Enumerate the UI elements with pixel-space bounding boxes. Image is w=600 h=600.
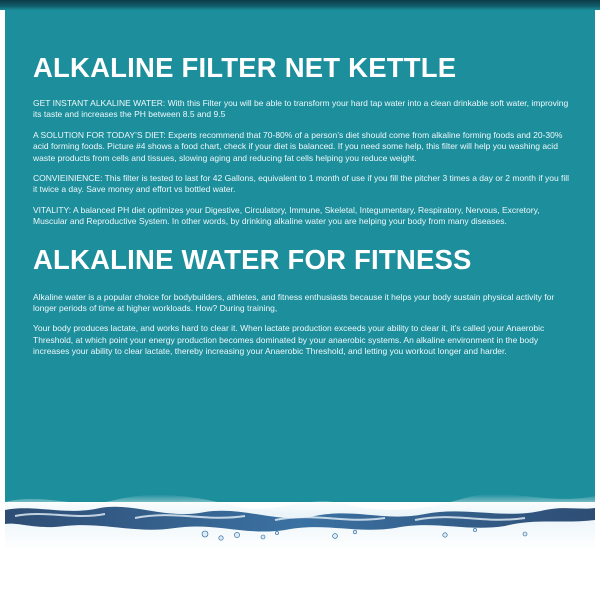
section-filter-kettle	[33, 52, 570, 228]
section-fitness	[33, 244, 570, 358]
top-water-edge	[0, 0, 600, 10]
content-area	[33, 52, 570, 358]
water-splash-image	[5, 480, 595, 550]
paragraph-diet-solution: A SOLUTION FOR TODAY’S DIET: Experts recommend that 70-80% of a person’s diet should come from alkaline forming foods and 20-30% acid forming foods. Picture #4 shows a food chart, check if your diet is balanced. If you need some help, this filter will help you washing acid waste products from cells and tissues, slowing aging and reducing fat cells helping you reduce weight.	[33, 129, 563, 163]
heading-filter-kettle: ALKALINE FILTER NET KETTLE	[33, 52, 457, 83]
paragraph-convenience: CONVIEINIENCE: This filter is tested to last for 42 Gallons, equivalent to 1 month of use if you fill the pitcher 3 times a day or 2 month if you fill it twice a day. Save money and effort vs bottled water.	[33, 173, 570, 195]
paragraph-fitness-intro: Alkaline water is a popular choice for bodybuilders, athletes, and fitness enthusiasts because it helps your body sustain physical activity for longer periods of time at higher workloads. How? During training,	[33, 291, 555, 314]
heading-fitness: ALKALINE WATER FOR FITNESS	[33, 243, 472, 275]
paragraph-vitality: VITALITY: A balanced PH diet optimizes your Digestive, Circulatory, Immune, Skeletal, Integumentary, Respiratory, Nervous, Excretory, Muscular and Reproductive System. In other words, by drinking alkaline water you are helping your body from many diseases.	[33, 204, 540, 227]
paragraph-instant-alkaline: GET INSTANT ALKALINE WATER: With this Filter you will be able to transform your hard tap water into a clean drinkable soft water, improving its taste and increases the PH between 8.5 and 9.5	[33, 98, 569, 120]
paragraph-lactate: Your body produces lactate, and works hard to clear it. When lactate production exceeds your ability to clear it, it’s called your Anaerobic Threshold, at which point your energy production becomes dominated by your anaerobic systems. An alkaline environment in the body increases your ability to clear lactate, thereby increasing your Anaerobic Threshold, and letting you workout longer and harder.	[33, 323, 545, 357]
